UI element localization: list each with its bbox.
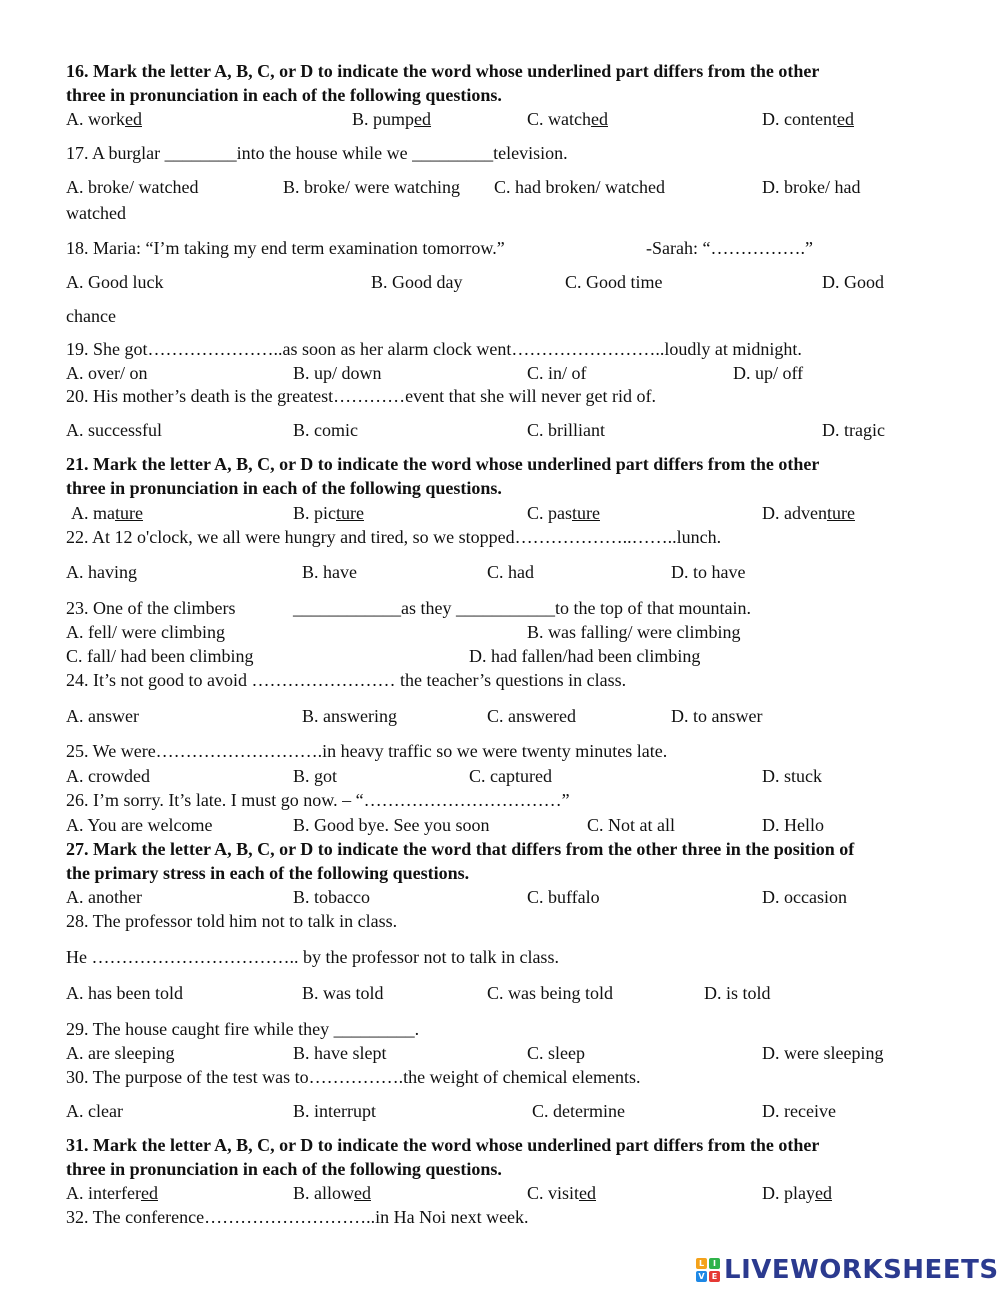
- q25-option-c[interactable]: C. captured: [469, 766, 552, 786]
- underlined-part: ture: [572, 503, 600, 523]
- q31-instruction-cont: three in pronunciation in each of the following questions.: [66, 1159, 502, 1179]
- logo-text: LIVEWORKSHEETS: [724, 1255, 999, 1285]
- q16-instruction-cont: three in pronunciation in each of the following questions.: [66, 85, 502, 105]
- underlined-part: ture: [115, 503, 143, 523]
- logo-blocks-icon: [696, 1256, 722, 1284]
- q21-instruction: 21. Mark the letter A, B, C, or D to indicate the word whose underlined part differs from the other: [66, 454, 820, 474]
- q27-option-a[interactable]: A. another: [66, 887, 142, 907]
- option-text: B. pic: [293, 503, 336, 523]
- q26-stem: 26. I’m sorry. It’s late. I must go now. – “……………………………”: [66, 790, 570, 810]
- logo-block: L: [696, 1258, 707, 1269]
- q18-option-c[interactable]: C. Good time: [565, 272, 663, 292]
- q16-option-b[interactable]: [352, 108, 431, 130]
- q17-option-a[interactable]: A. broke/ watched: [66, 177, 199, 197]
- q20-option-b[interactable]: B. comic: [293, 420, 358, 440]
- option-text: C. pas: [527, 503, 572, 523]
- q31-option-d[interactable]: [762, 1182, 832, 1204]
- q23-option-d[interactable]: D. had fallen/had been climbing: [469, 646, 701, 666]
- q26-option-d[interactable]: D. Hello: [762, 815, 824, 835]
- q17-stem: 17. A burglar ________into the house while we _________television.: [66, 143, 568, 163]
- q19-stem: 19. She got…………………..as soon as her alarm clock went……………………..loudly at midnight.: [66, 339, 802, 359]
- q31-option-a[interactable]: [66, 1182, 158, 1204]
- q19-option-d[interactable]: D. up/ off: [733, 363, 804, 383]
- q24-option-a[interactable]: A. answer: [66, 706, 139, 726]
- option-text: D. play: [762, 1183, 815, 1203]
- q24-option-b[interactable]: B. answering: [302, 706, 397, 726]
- q21-option-b[interactable]: [293, 502, 364, 524]
- q28-rewrite: He …………………………….. by the professor not to talk in class.: [66, 947, 559, 967]
- logo-block: I: [709, 1258, 720, 1269]
- q30-option-c[interactable]: C. determine: [532, 1101, 625, 1121]
- q17-option-d-cont: watched: [66, 203, 126, 223]
- q30-option-a[interactable]: A. clear: [66, 1101, 123, 1121]
- underlined-part: ed: [836, 109, 854, 129]
- q29-stem: 29. The house caught fire while they _________.: [66, 1019, 420, 1039]
- option-text: B. pump: [352, 109, 415, 129]
- q28-option-a[interactable]: A. has been told: [66, 983, 183, 1003]
- q24-option-c[interactable]: C. answered: [487, 706, 576, 726]
- option-text: D. content: [762, 109, 837, 129]
- q27-option-d[interactable]: D. occasion: [762, 887, 847, 907]
- q19-option-c[interactable]: C. in/ of: [527, 363, 587, 383]
- q29-option-b[interactable]: B. have slept: [293, 1043, 387, 1063]
- q17-option-c[interactable]: C. had broken/ watched: [494, 177, 665, 197]
- q18-stem: 18. Maria: “I’m taking my end term examination tomorrow.”: [66, 238, 505, 258]
- underlined-part: ture: [826, 503, 855, 523]
- underlined-part: ed: [414, 109, 432, 129]
- underlined-part: ed: [815, 1183, 832, 1203]
- q16-option-d[interactable]: [762, 108, 854, 130]
- q21-option-d[interactable]: [762, 502, 855, 524]
- q22-option-b[interactable]: B. have: [302, 562, 357, 582]
- q31-option-c[interactable]: [527, 1182, 596, 1204]
- q20-option-c[interactable]: C. brilliant: [527, 420, 605, 440]
- q25-option-b[interactable]: B. got: [293, 766, 338, 786]
- option-text: C. watch: [527, 109, 591, 129]
- q18-option-b[interactable]: B. Good day: [371, 272, 463, 292]
- q19-option-a[interactable]: A. over/ on: [66, 363, 148, 383]
- q31-instruction: 31. Mark the letter A, B, C, or D to indicate the word whose underlined part differs from the other: [66, 1135, 820, 1155]
- underlined-part: ed: [354, 1183, 371, 1203]
- q18-option-d-cont: chance: [66, 306, 116, 326]
- q27-option-b[interactable]: B. tobacco: [293, 887, 370, 907]
- q24-stem: 24. It’s not good to avoid …………………… the teacher’s questions in class.: [66, 670, 627, 690]
- q26-option-b[interactable]: B. Good bye. See you soon: [293, 815, 490, 835]
- q20-option-a[interactable]: A. successful: [66, 420, 162, 440]
- q30-stem: 30. The purpose of the test was to…………….the weight of chemical elements.: [66, 1067, 641, 1087]
- underlined-part: ed: [590, 109, 608, 129]
- q16-instruction: 16. Mark the letter A, B, C, or D to indicate the word whose underlined part differs from the other: [66, 61, 820, 81]
- liveworksheets-logo: [696, 1253, 999, 1287]
- q20-stem: 20. His mother’s death is the greatest…………event that she will never get rid of.: [66, 386, 657, 406]
- q23-option-a[interactable]: A. fell/ were climbing: [66, 622, 225, 642]
- q29-option-c[interactable]: C. sleep: [527, 1043, 585, 1063]
- q21-option-a[interactable]: [71, 502, 143, 524]
- option-text: B. allow: [293, 1183, 354, 1203]
- q32-stem: 32. The conference………………………..in Ha Noi next week.: [66, 1207, 529, 1227]
- option-text: A. interfer: [66, 1183, 141, 1203]
- q28-option-b[interactable]: B. was told: [302, 983, 384, 1003]
- q29-option-a[interactable]: A. are sleeping: [66, 1043, 175, 1063]
- q27-option-c[interactable]: C. buffalo: [527, 887, 600, 907]
- q30-option-d[interactable]: D. receive: [762, 1101, 836, 1121]
- option-text: C. visit: [527, 1183, 580, 1203]
- q24-option-d[interactable]: D. to answer: [671, 706, 763, 726]
- q28-option-d[interactable]: D. is told: [704, 983, 771, 1003]
- logo-block: E: [709, 1271, 720, 1282]
- q23-stem: 23. One of the climbers: [66, 598, 236, 618]
- q25-option-d[interactable]: D. stuck: [762, 766, 822, 786]
- q21-option-c[interactable]: [527, 502, 600, 524]
- q16-option-c[interactable]: [527, 108, 608, 130]
- underlined-part: ed: [140, 1183, 158, 1203]
- underlined-part: ed: [125, 109, 142, 129]
- q22-option-a[interactable]: A. having: [66, 562, 137, 582]
- q27-instruction-cont: the primary stress in each of the following questions.: [66, 863, 470, 883]
- underlined-part: ed: [579, 1183, 597, 1203]
- option-text: A. ma: [71, 503, 115, 523]
- option-text: D. adven: [762, 503, 827, 523]
- q18-option-d[interactable]: D. Good: [822, 272, 884, 292]
- q19-option-b[interactable]: B. up/ down: [293, 363, 382, 383]
- q30-option-b[interactable]: B. interrupt: [293, 1101, 376, 1121]
- q23-stem-cont: ____________as they ___________to the top of that mountain.: [293, 598, 751, 618]
- q22-option-d[interactable]: D. to have: [671, 562, 746, 582]
- q25-stem: 25. We were……………………….in heavy traffic so we were twenty minutes late.: [66, 741, 668, 761]
- q16-option-a[interactable]: [66, 108, 142, 130]
- q26-option-a[interactable]: A. You are welcome: [66, 815, 213, 835]
- q25-option-a[interactable]: A. crowded: [66, 766, 150, 786]
- logo-block: V: [696, 1271, 707, 1282]
- q17-option-b[interactable]: B. broke/ were watching: [283, 177, 460, 197]
- q27-instruction: 27. Mark the letter A, B, C, or D to indicate the word that differs from the other three in the position of: [66, 839, 855, 859]
- q20-option-d[interactable]: D. tragic: [822, 420, 885, 440]
- q22-option-c[interactable]: C. had: [487, 562, 534, 582]
- q29-option-d[interactable]: D. were sleeping: [762, 1043, 884, 1063]
- q21-instruction-cont: three in pronunciation in each of the following questions.: [66, 478, 502, 498]
- q31-option-b[interactable]: [293, 1182, 371, 1204]
- q18-reply: -Sarah: “…………….”: [646, 238, 813, 258]
- q23-option-b[interactable]: B. was falling/ were climbing: [527, 622, 741, 642]
- underlined-part: ture: [336, 503, 364, 523]
- q17-option-d[interactable]: D. broke/ had: [762, 177, 861, 197]
- q18-option-a[interactable]: A. Good luck: [66, 272, 164, 292]
- q23-option-c[interactable]: C. fall/ had been climbing: [66, 646, 254, 666]
- option-text: A. work: [66, 109, 125, 129]
- q26-option-c[interactable]: C. Not at all: [587, 815, 675, 835]
- q22-stem: 22. At 12 o'clock, we all were hungry and tired, so we stopped………………..……..lunch.: [66, 527, 722, 547]
- q28-option-c[interactable]: C. was being told: [487, 983, 613, 1003]
- q28-stem: 28. The professor told him not to talk in class.: [66, 911, 398, 931]
